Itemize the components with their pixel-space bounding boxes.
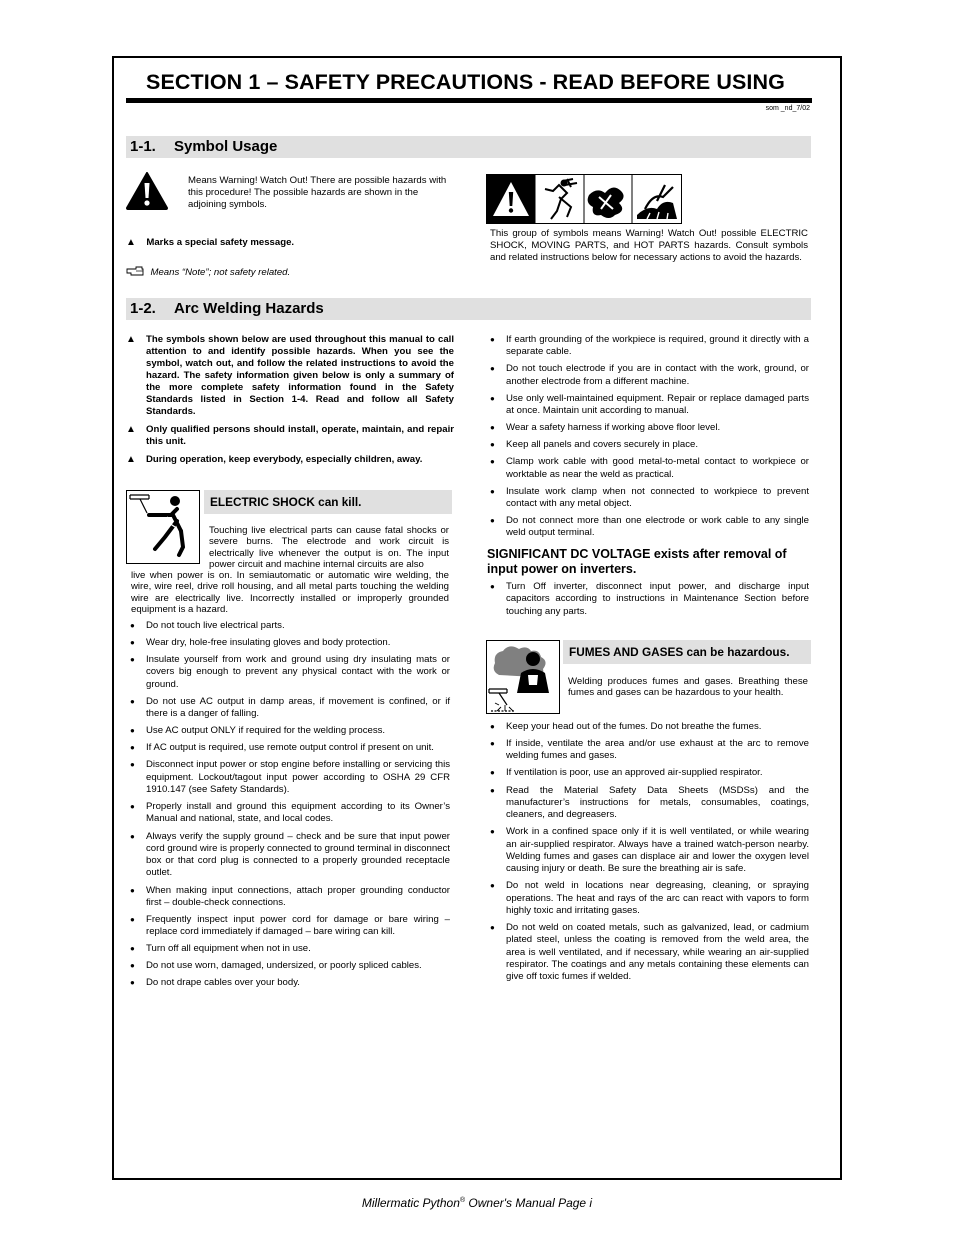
page-footer bbox=[0, 1196, 954, 1210]
list-item: ● Keep your head out of the fumes. Do not breathe the fumes. bbox=[488, 721, 809, 733]
list-item: ● Keep all panels and covers securely in place. bbox=[488, 439, 809, 451]
list-item: ● Do not drape cables over your body. bbox=[128, 977, 450, 989]
intro-list bbox=[126, 334, 454, 466]
list-item: ● Do not weld in locations near degreasing, cleaning, or spraying operations. The heat and rays of the arc can react with vapors to form highly toxic and irritating gases. bbox=[488, 880, 809, 917]
list-item: ● Do not weld on coated metals, such as galvanized, lead, or cadmium plated steel, unless the coating is removed from the weld area, the area is well ventilated, and if necessary, while wearing an air-supplied respirator. The coatings and any metals containing these elements can give off toxic fumes if welded. bbox=[488, 922, 809, 983]
list-item: ● Always verify the supply ground – check and be sure that input power cord ground wire is properly connected to ground terminal in disconnect box or that cord plug is connected to a properly grounded receptacle outlet. bbox=[128, 831, 450, 880]
section-number: 1-2. bbox=[130, 300, 156, 317]
section-title: Symbol Usage bbox=[174, 138, 278, 155]
list-item: ● Do not use worn, damaged, undersized, or poorly spliced cables. bbox=[128, 960, 450, 972]
intro-list-container bbox=[126, 334, 454, 472]
section-header-arc-welding-hazards bbox=[126, 298, 811, 320]
page-title: SECTION 1 – SAFETY PRECAUTIONS - READ BEFORE USING bbox=[146, 70, 785, 94]
list-item: ● Wear a safety harness if working above floor level. bbox=[488, 422, 809, 434]
list-item: ● Insulate yourself from work and ground using dry insulating mats or covers big enough to prevent any physical contact with the work or ground. bbox=[128, 654, 450, 691]
note-text: Means “Note”; not safety related. bbox=[150, 267, 291, 278]
fumes-list-container bbox=[488, 721, 809, 988]
warning-symbol-text: Means Warning! Watch Out! There are possible hazards with this procedure! The possible hazards are shown in the adjoining symbols. bbox=[188, 175, 447, 210]
electric-shock-list-continued bbox=[488, 334, 809, 540]
list-item: ● If earth grounding of the workpiece is required, ground it directly with a separate cable. bbox=[488, 334, 809, 359]
warning-triangle-icon bbox=[126, 172, 168, 210]
list-item: ● Turn off all equipment when not in use. bbox=[128, 943, 450, 955]
dc-voltage-heading: SIGNIFICANT DC VOLTAGE exists after removal of input power on inverters. bbox=[487, 547, 787, 576]
intro-item: ▲ During operation, keep everybody, especially children, away. bbox=[126, 454, 454, 466]
section-number: 1-1. bbox=[130, 138, 156, 155]
list-item: ● Use only well-maintained equipment. Repair or replace damaged parts at once. Maintain unit according to manual. bbox=[488, 393, 809, 418]
list-item: ● Read the Material Safety Data Sheets (MSDSs) and the manufacturer’s instructions for metals, consumables, coatings, cleaners, and degreasers. bbox=[488, 785, 809, 822]
list-item: ● Turn Off inverter, disconnect input power, and discharge input capacitors according to instructions in Maintenance Section before touching any parts. bbox=[488, 581, 809, 618]
footer-product: Millermatic Python bbox=[361, 1196, 460, 1210]
hazard-symbol-group bbox=[486, 174, 682, 224]
list-item: ● Do not touch live electrical parts. bbox=[128, 620, 450, 632]
list-item: ● Disconnect input power or stop engine before installing or servicing this equipment. Lockout/tagout input power according to OSHA 29 CFR 1910.147 (see Safety Standards). bbox=[128, 759, 450, 796]
pointing-hand-icon bbox=[126, 266, 144, 276]
section-header-symbol-usage bbox=[126, 136, 811, 158]
list-item: ● If AC output is required, use remote output control if present on unit. bbox=[128, 742, 450, 754]
electric-shock-title: ELECTRIC SHOCK can kill. bbox=[204, 490, 452, 514]
electric-shock-desc-inset: Touching live electrical parts can cause fatal shocks or severe burns. The electrode and work circuit is electrically live whenever the output is on. The input power circuit and machine internal circuits are also bbox=[209, 525, 449, 571]
section-title: Arc Welding Hazards bbox=[174, 300, 324, 317]
list-item: ● Do not use AC output in damp areas, if movement is confined, or if there is a danger of falling. bbox=[128, 696, 450, 721]
list-item: ● When making input connections, attach proper grounding conductor first – double-check connections. bbox=[128, 885, 450, 910]
fumes-desc: Welding produces fumes and gases. Breathing these fumes and gases can be hazardous to your health. bbox=[568, 676, 808, 699]
electric-shock-symbol bbox=[126, 490, 200, 564]
special-message-row bbox=[126, 232, 456, 250]
note-row bbox=[126, 262, 456, 280]
dc-voltage-list bbox=[488, 581, 809, 618]
list-item: ● Frequently inspect input power cord for damage or bare wiring – replace cord immediately if damaged – bare wiring can kill. bbox=[128, 914, 450, 939]
intro-item: ▲ Only qualified persons should install, operate, maintain, and repair this unit. bbox=[126, 424, 454, 448]
electric-shock-icon bbox=[127, 491, 199, 563]
list-item: ● If inside, ventilate the area and/or use exhaust at the arc to remove welding fumes and gases. bbox=[488, 738, 809, 763]
electric-shock-list-container bbox=[128, 620, 450, 995]
list-item: ● Clamp work cable with good metal-to-metal contact to workpiece or worktable as near the weld as practical. bbox=[488, 456, 809, 481]
list-item: ● Do not touch electrode if you are in contact with the work, ground, or another electrode from a different machine. bbox=[488, 363, 809, 388]
list-item: ● Insulate work clamp when not connected to workpiece to prevent contact with any metal object. bbox=[488, 486, 809, 511]
hazard-symbols-strip bbox=[487, 175, 681, 223]
list-item: ● Do not connect more than one electrode or work cable to any single weld output terminal. bbox=[488, 515, 809, 540]
hazard-group-text: This group of symbols means Warning! Watch Out! possible ELECTRIC SHOCK, MOVING PARTS, and HOT PARTS hazards. Consult symbols and related instructions below for necessary actions to avoid the hazards. bbox=[490, 228, 808, 263]
list-item: ● Properly install and ground this equipment according to its Owner’s Manual and national, state, and local codes. bbox=[128, 801, 450, 826]
list-item: ● Wear dry, hole-free insulating gloves and body protection. bbox=[128, 637, 450, 649]
registered-mark: ® bbox=[459, 1197, 466, 1204]
document-code: som _nd_7/02 bbox=[765, 105, 810, 112]
triangle-bullet-icon: ▲ bbox=[126, 237, 136, 248]
electric-shock-list-continued-container bbox=[488, 334, 809, 545]
dc-voltage-list-container bbox=[488, 581, 809, 623]
list-item: ● Use AC output ONLY if required for the welding process. bbox=[128, 725, 450, 737]
special-message-text: Marks a special safety message. bbox=[146, 237, 295, 248]
fumes-icon bbox=[487, 641, 559, 713]
fumes-list bbox=[488, 721, 809, 983]
electric-shock-list bbox=[128, 620, 450, 990]
electric-shock-desc: live when power is on. In semiautomatic or automatic wire welding, the wire, wire reel, drive roll housing, and all metal parts touching the welding wire are electrically live. Incorrectly installed or improperly grounded equipment is a hazard. bbox=[131, 570, 449, 616]
title-rule bbox=[126, 98, 812, 103]
list-item: ● Work in a confined space only if it is well ventilated, or while wearing an air-supplied respirator. Always have a trained watch-person nearby. Welding fumes and gases can displace air and lower the oxygen level causing injury or death. Be sure the breathing air is safe. bbox=[488, 826, 809, 875]
intro-item: ▲ The symbols shown below are used throughout this manual to call attention to and identify possible hazards. When you see the symbol, watch out, and follow the related instructions to avoid the hazard. The safety information given below is only a summary of the more complete safety information found in the Safety Standards listed in Section 1-4. Read and follow all Safety Standards. bbox=[126, 334, 454, 418]
fumes-symbol bbox=[486, 640, 560, 714]
fumes-title: FUMES AND GASES can be hazardous. bbox=[563, 640, 811, 664]
footer-page: Owner's Manual Page i bbox=[465, 1196, 593, 1210]
list-item: ● If ventilation is poor, use an approved air-supplied respirator. bbox=[488, 767, 809, 779]
